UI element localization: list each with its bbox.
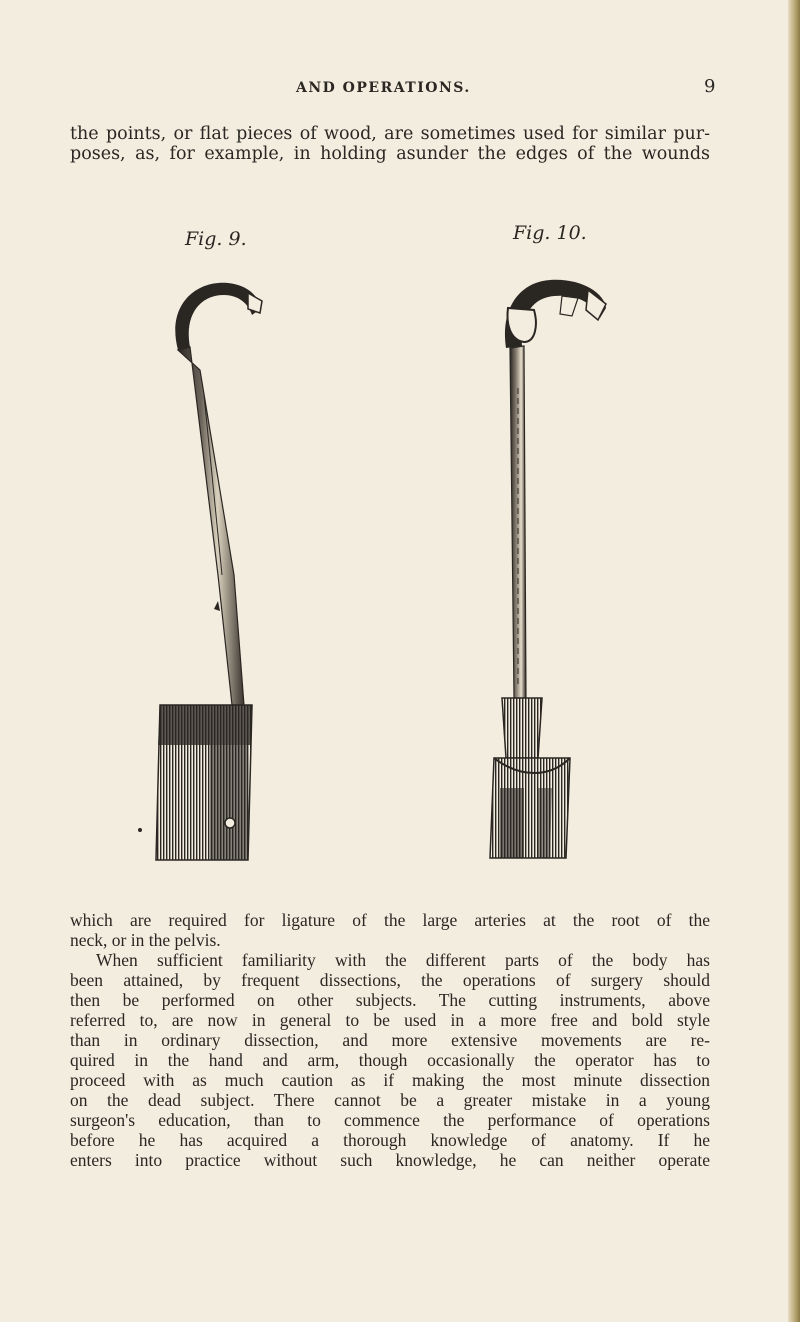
text-line: which are required for ligature of the large arteries at the root of the xyxy=(70,910,710,930)
text-line: the points, or flat pieces of wood, are sometimes used for similar pur- xyxy=(70,124,710,144)
page-header xyxy=(0,76,800,100)
text-line: enters into practice without such knowledge, he can neither operate xyxy=(70,1150,710,1170)
page-number: 9 xyxy=(704,76,716,97)
body-paragraph xyxy=(70,910,710,1170)
running-head: AND OPERATIONS. xyxy=(296,80,471,96)
text-line: been attained, by frequent dissections, the operations of surgery should xyxy=(70,970,710,990)
text-line: surgeon's education, than to commence the performance of operations xyxy=(70,1110,710,1130)
text-line: proceed with as much caution as if making the most minute dissection xyxy=(70,1070,710,1090)
text-line: quired in the hand and arm, though occasionally the operator has to xyxy=(70,1050,710,1070)
text-line: When sufficient familiarity with the different parts of the body has xyxy=(96,950,710,970)
text-line: than in ordinary dissection, and more extensive movements are re- xyxy=(70,1030,710,1050)
text-line: on the dead subject. There cannot be a greater mistake in a young xyxy=(70,1090,710,1110)
book-binding-edge xyxy=(788,0,800,1322)
text-line: then be performed on other subjects. The cutting instruments, above xyxy=(70,990,710,1010)
text-line: referred to, are now in general to be used in a more free and bold style xyxy=(70,1010,710,1030)
ink-speck xyxy=(138,828,142,832)
intro-paragraph xyxy=(70,124,710,164)
text-line: poses, as, for example, in holding asunder the edges of the wounds xyxy=(70,144,710,164)
text-line: before he has acquired a thorough knowledge of anatomy. If he xyxy=(70,1130,710,1150)
fig-10-caption: Fig. 10. xyxy=(513,222,587,244)
fig-9-caption: Fig. 9. xyxy=(185,228,247,250)
fig-9-hook-instrument xyxy=(148,275,278,865)
text-line: neck, or in the pelvis. xyxy=(70,930,221,950)
fig-10-tenaculum-instrument xyxy=(480,268,630,868)
